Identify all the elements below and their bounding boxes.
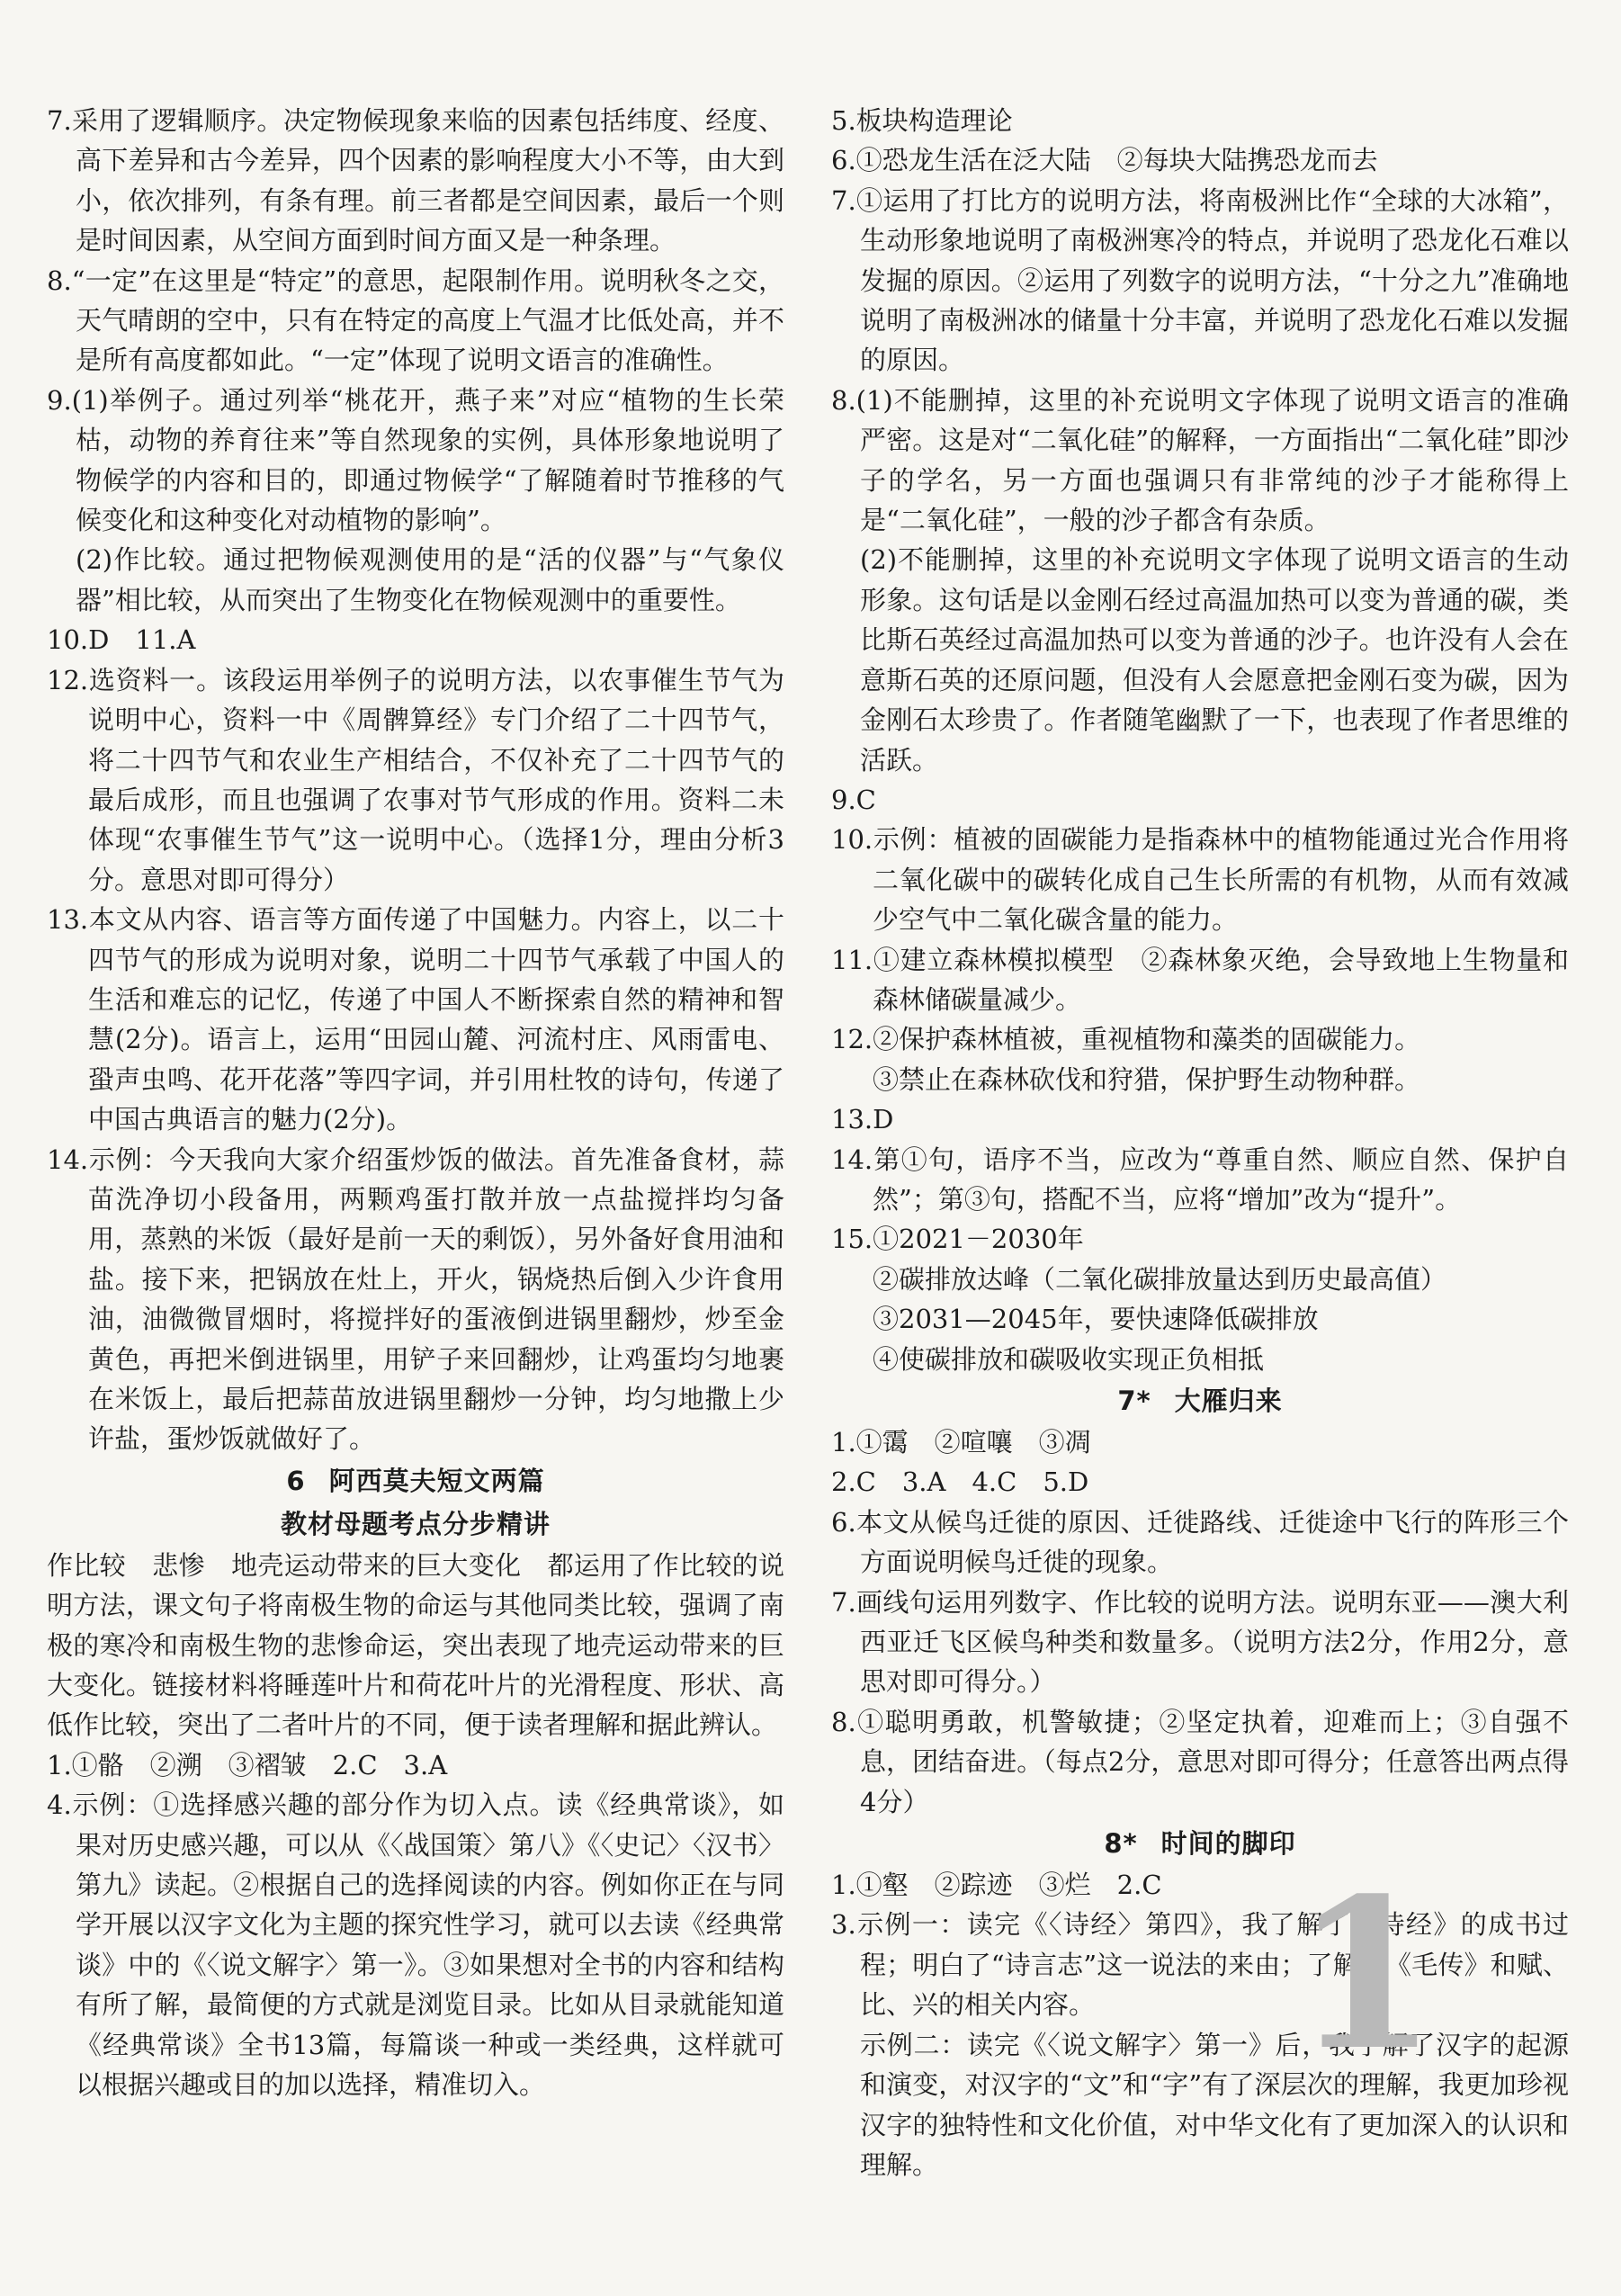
answer-9: 9.C: [831, 784, 876, 815]
left-column: [47, 101, 784, 2105]
lesson-8-answer-3-example-1: 3.示例一：读完《〈诗经〉第四》，我了解了《诗经》的成书过程；明白了“诗言志”这一说法的来由；了解了《毛传》和赋、比、兴的相关内容。: [831, 1909, 1569, 2021]
lesson-7-answer-6: 6.本文从候鸟迁徙的原因、迁徙路线、迁徙途中飞行的阵形三个方面说明候鸟迁徙的现象。: [831, 1506, 1569, 1578]
lesson-8-title: 时间的脚印: [1160, 1828, 1296, 1860]
lesson-7-answer-2-5: 2.C 3.A 4.C 5.D: [831, 1466, 1089, 1498]
answer-14: 14.示例：今天我向大家介绍蛋炒饭的做法。首先准备食材，蒜苗洗净切小段备用，两颗鸡蛋打散并放一点盐搅拌均匀备用，蒸熟的米饭（最好是前一天的剩饭），另外备好食用油和盐。接下来，把锅放在灶上，开火，锅烧热后倒入少许食用油，油微微冒烟时，将搅拌好的蛋液倒进锅里翻炒，炒至金黄色，再把米倒进锅里，用铲子来回翻炒，让鸡蛋均匀地裹在米饭上，最后把蒜苗放进锅里翻炒一分钟，均匀地撒上少许盐，蛋炒饭就做好了。: [47, 1144, 784, 1455]
lesson-7-number: 7*: [1117, 1386, 1151, 1416]
answer-14: 14.第①句，语序不当，应改为“尊重自然、顺应自然、保护自然”；第③句，搭配不当，应将“增加”改为“提升”。: [831, 1144, 1569, 1215]
right-column: [831, 101, 1569, 2184]
answer-15-part-2: ②碳排放达峰（二氧化碳排放量达到历史最高值）: [873, 1263, 1447, 1295]
answer-5: 5.板块构造理论: [831, 105, 1013, 136]
lesson-6-number: 6: [286, 1465, 306, 1496]
answer-15-part-3: ③2031—2045年，要快速降低碳排放: [873, 1304, 1319, 1335]
lesson-8-answer-3-example-2: 示例二：读完《〈说文解字〉第一》后，我了解了汉字的起源和演变，对汉字的“文”和“字”有了深层次的理解，我更加珍视汉字的独特性和文化价值，对中华文化有了更加深入的认识和理解。: [860, 2029, 1569, 2180]
lesson-6-intro: 作比较 悲惨 地壳运动带来的巨大变化 都运用了作比较的说明方法，课文句子将南极生物的命运与其他同类比较，强调了南极的寒冷和南极生物的悲惨命运，突出表现了地壳运动带来的巨大变化。链接材料将睡莲叶片和荷花叶片的光滑程度、形状、高低作比较，突出了二者叶片的不同，便于读者理解和据此辨认。: [47, 1549, 784, 1741]
answer-8-part-2: (2)不能删掉，这里的补充说明文字体现了说明文语言的生动形象。这句话是以金刚石经过高温加热可以变为普通的碳，类比斯石英经过高温加热可以变为普通的沙子。也许没有人会在意斯石英的还原问题，但没有人会愿意把金刚石变为碳，因为金刚石太珍贵了。作者随笔幽默了一下，也表现了作者思维的活跃。: [860, 544, 1569, 776]
lesson-8-answer-1-2: 1.①壑 ②踪迹 ③烂 2.C: [831, 1870, 1162, 1901]
answer-15-part-4: ④使碳排放和碳吸收实现正负相抵: [873, 1343, 1265, 1375]
lesson-6-answer-4: 4.示例：①选择感兴趣的部分作为切入点。读《经典常谈》，如果对历史感兴趣，可以从《〈战国策〉第八》《〈史记〉〈汉书〉第九》读起。②根据自己的选择阅读的内容。例如你正在与同学开展以汉字文化为主题的探究性学习，就可以去读《经典常谈》中的《〈说文解字〉第一》。③如果想对全书的内容和结构有所了解，最简便的方式就是浏览目录。比如从目录就能知道《经典常谈》全书13篇，每篇谈一种或一类经典，这样就可以根据兴趣或目的加以选择，精准切入。: [47, 1789, 784, 2101]
lesson-7-answer-7: 7.画线句运用列数字、作比较的说明方法。说明东亚——澳大利西亚迁飞区候鸟种类和数量多。（说明方法2分，作用2分，意思对即可得分。）: [831, 1586, 1569, 1698]
answer-7-right: 7.①运用了打比方的说明方法，将南极洲比作“全球的大冰箱”，生动形象地说明了南极洲寒冷的特点，并说明了恐龙化石难以发掘的原因。②运用了列数字的说明方法，“十分之九”准确地说明了南极洲冰的储量十分丰富，并说明了恐龙化石难以发掘的原因。: [831, 184, 1569, 376]
answer-8: 8.“一定”在这里是“特定”的意思，起限制作用。说明秋冬之交，天气晴朗的空中，只有在特定的高度上气温才比低处高，并不是所有高度都如此。“一定”体现了说明文语言的准确性。: [47, 265, 784, 376]
lesson-7-heading: [831, 1379, 1569, 1422]
answer-10-11: 10.D 11.A: [47, 624, 196, 656]
lesson-7-title: 大雁归来: [1174, 1386, 1283, 1416]
answer-6: 6.①恐龙生活在泛大陆 ②每块大陆携恐龙而去: [831, 145, 1378, 176]
answer-12-part-2: ③禁止在森林砍伐和狩猎，保护野生动物种群。: [873, 1063, 1421, 1095]
answer-13: 13.本文从内容、语言等方面传递了中国魅力。内容上，以二十四节气的形成为说明对象，说明二十四节气承载了中国人的生活和难忘的记忆，传递了中国人不断探索自然的精神和智慧(2分)。语言上，运用“田园山麓、河流村庄、风雨雷电、蛩声虫鸣、花开花落”等四字词，并引用杜牧的诗句，传递了中国古典语言的魅力(2分)。: [47, 904, 784, 1135]
lesson-8-number: 8*: [1104, 1828, 1138, 1860]
answer-10: 10.示例：植被的固碳能力是指森林中的植物能通过光合作用将二氧化碳中的碳转化成自己生长所需的有机物，从而有效减少空气中二氧化碳含量的能力。: [831, 824, 1569, 936]
answer-11: 11.①建立森林模拟模型 ②森林象灭绝，会导致地上生物量和森林储碳量减少。: [831, 944, 1569, 1015]
lesson-8-heading: [831, 1822, 1569, 1865]
lesson-6-heading: [47, 1459, 784, 1502]
answer-9-part-1: 9.(1)举例子。通过列举“桃花开，燕子来”对应“植物的生长荣枯，动物的养育往来”等自然现象的实例，具体形象地说明了物候学的内容和目的，即通过物候学“了解随着时节推移的气候变化和这种变化对动植物的影响”。: [47, 384, 784, 536]
answer-12-part-1: 12.②保护森林植被，重视植物和藻类的固碳能力。: [831, 1024, 1421, 1055]
lesson-6-title: 阿西莫夫短文两篇: [328, 1465, 545, 1496]
lesson-7-answer-8: 8.①聪明勇敢，机警敏捷；②坚定执着，迎难而上；③自强不息，团结奋进。（每点2分，意思对即可得分；任意答出两点得4分）: [831, 1706, 1569, 1817]
lesson-6-subtitle: 教材母题考点分步精讲: [280, 1508, 551, 1539]
lesson-6-answer-1-3: 1.①骼 ②溯 ③褶皱 2.C 3.A: [47, 1749, 448, 1780]
lesson-7-answer-1: 1.①霭 ②喧嚷 ③凋: [831, 1427, 1091, 1457]
answer-12: 12.选资料一。该段运用举例子的说明方法，以农事催生节气为说明中心，资料一中《周髀算经》专门介绍了二十四节气，将二十四节气和农业生产相结合，不仅补充了二十四节气的最后成形，而且也强调了农事对节气形成的作用。资料二未体现“农事催生节气”这一说明中心。（选择1分，理由分析3分。意思对即可得分）: [47, 664, 784, 895]
page-number: 1: [1294, 1853, 1438, 2096]
answer-8-part-1: 8.(1)不能删掉，这里的补充说明文字体现了说明文语言的准确严密。这是对“二氧化硅”的解释，一方面指出“二氧化硅”即沙子的学名，另一方面也强调只有非常纯的沙子才能称得上是“二氧化硅”，一般的沙子都含有杂质。: [831, 384, 1569, 536]
answer-13: 13.D: [831, 1104, 894, 1135]
answer-9-part-2: (2)作比较。通过把物候观测使用的是“活的仪器”与“气象仪器”相比较，从而突出了生物变化在物候观测中的重要性。: [76, 544, 784, 615]
answer-15-part-1: 15.①2021－2030年: [831, 1224, 1084, 1255]
answer-7: 7.采用了逻辑顺序。决定物候现象来临的因素包括纬度、经度、高下差异和古今差异，四个因素的影响程度大小不等，由大到小，依次排列，有条有理。前三者都是空间因素，最后一个则是时间因素，从空间方面到时间方面又是一种条理。: [47, 105, 784, 256]
